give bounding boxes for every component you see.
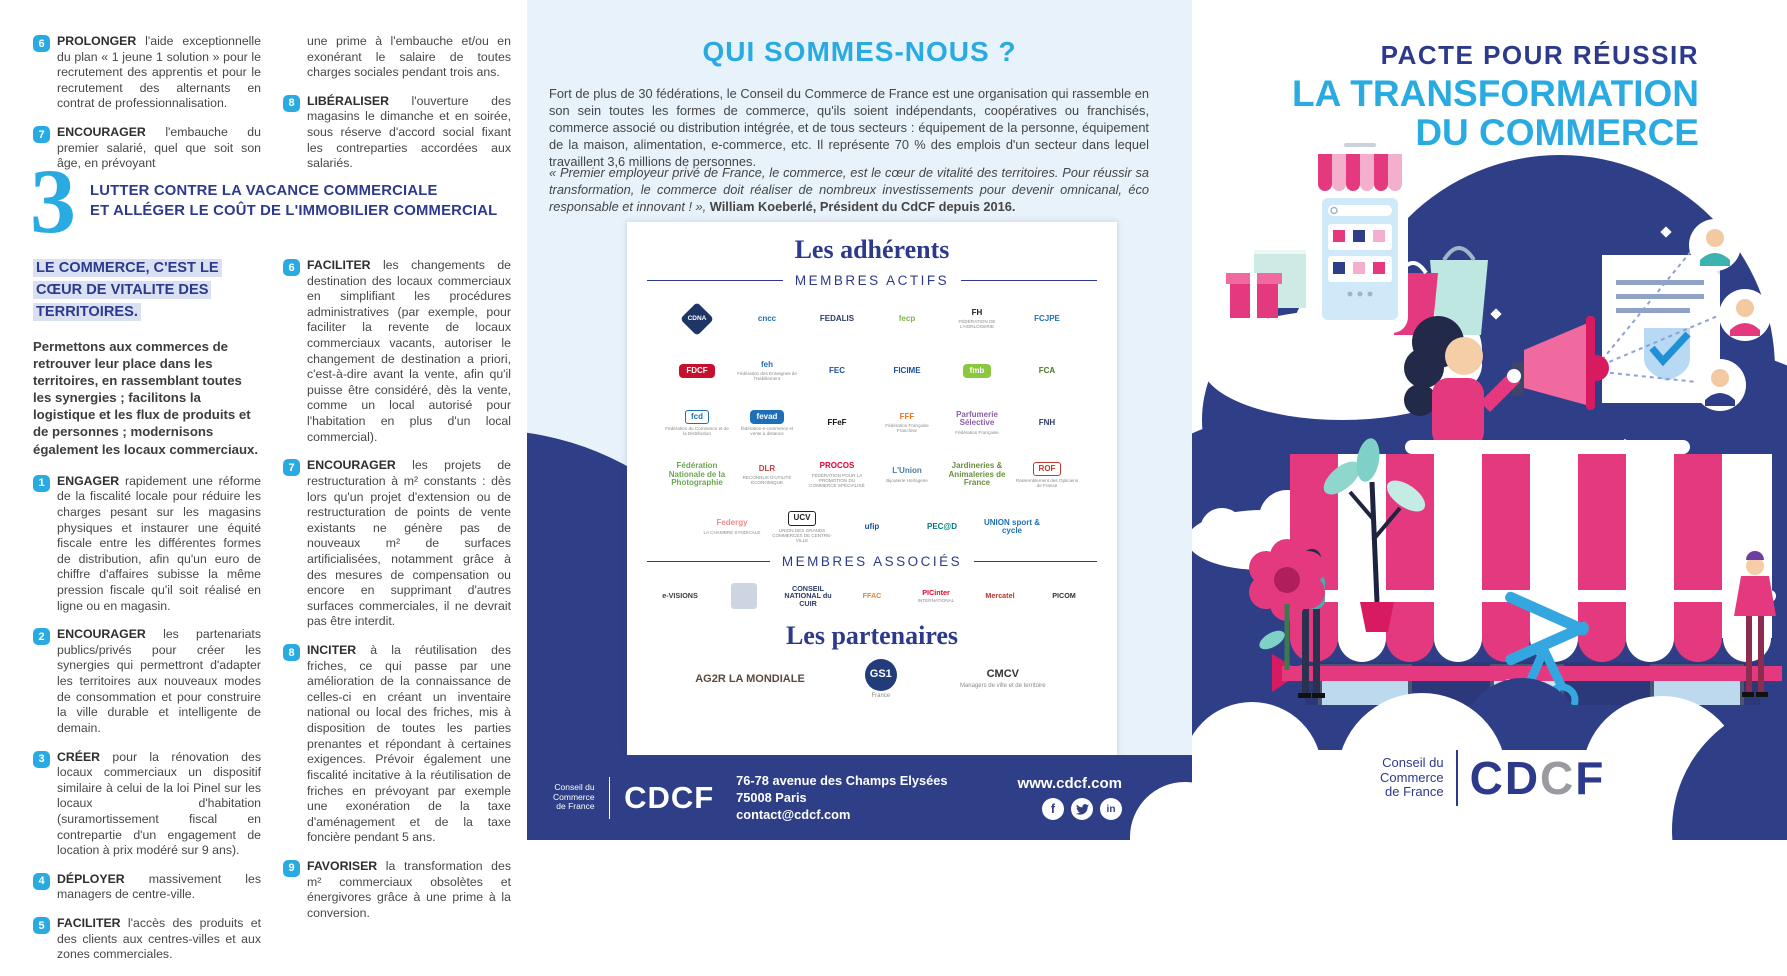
point-text: ENCOURAGER l'embauche du premier salarié, quel que soit son âge, en prévoyant <box>57 125 261 171</box>
divider-line <box>647 561 770 562</box>
point-text: ENCOURAGER les partenariats publics/privés pour créer les synergies qui permettront d'adapter les territoires aux nouveaux modes de consommation et pour construire la ville durable et intelligente de demain. <box>57 627 261 735</box>
numbered-point <box>283 258 511 445</box>
quote-paragraph <box>549 164 1149 215</box>
footer-org-line: Commerce <box>553 791 595 802</box>
footer-org-line: de France <box>556 801 595 812</box>
org-logo-subtitle: fédération e-commerce et vente à distance <box>740 426 794 437</box>
org-logo: GS1 France <box>835 659 927 700</box>
divider-line <box>961 280 1097 281</box>
org-logo: feh Fédération des Enseignes de l'Habillement <box>735 350 799 392</box>
org-logo: Fédération Nationale de la Photographie <box>668 461 726 488</box>
point-number-badge: 6 <box>283 259 300 276</box>
org-logo: e-VISIONS <box>662 591 698 601</box>
section-3-heading <box>30 150 498 252</box>
top-points-col-right <box>283 34 511 185</box>
numbered-point <box>33 34 261 112</box>
cdcf-letter: C <box>1469 752 1505 804</box>
org-logo-subtitle: RECONNUS D'UTILITÉ ÉCONOMIQUE <box>742 475 792 486</box>
org-logo-subtitle: France <box>871 693 891 699</box>
numbered-point <box>283 859 511 921</box>
org-logo: CDNA <box>665 298 729 340</box>
section-title-line2: ET ALLÉGER LE COÛT DE L'IMMOBILIER COMMERCIAL <box>90 202 498 219</box>
point-number-badge: 9 <box>283 860 300 877</box>
logo-org-line: Conseil du <box>1382 755 1444 771</box>
points-list-right <box>283 258 511 921</box>
section-number: 3 <box>30 150 76 252</box>
org-logo: FICIME <box>893 365 921 375</box>
point-number-badge: 3 <box>33 751 50 768</box>
footer-web-block <box>1018 775 1122 820</box>
org-logo: cncc <box>757 313 777 323</box>
footer-band <box>527 755 1192 840</box>
left-panel <box>0 0 527 962</box>
members-card <box>627 222 1117 755</box>
numbered-point <box>33 872 261 903</box>
point-number-badge: 1 <box>33 475 50 492</box>
top-points-columns <box>33 34 511 185</box>
point-text: LIBÉRALISER l'ouverture des magasins le dimanche et en soirée, sous réserve d'accord social fixant les contreparties accordées aux salariés. <box>307 93 511 171</box>
points-list-left <box>33 474 261 963</box>
point-text: CRÉER pour la rénovation des locaux commerciaux un dispositif similaire à celui de la loi Pinel sur les locaux d'habitation (suramortissement fiscal en contrepartie d'un engagement de location à prix modéré sur 9 ans). <box>57 749 261 858</box>
org-logo: FFAC <box>862 591 882 601</box>
footer-org-name <box>553 783 595 812</box>
section-title-line1: LUTTER CONTRE LA VACANCE COMMERCIALE <box>90 182 438 199</box>
numbered-point <box>283 458 511 630</box>
logo-org-line: Commerce <box>1380 769 1444 785</box>
point-number-badge: 4 <box>33 873 50 890</box>
point-text: PROLONGER l'aide exceptionnelle du plan « 1 jeune 1 solution » pour le recrutement des apprentis et pour le recrutement des alternants en contrat de professionnalisation. <box>57 34 261 111</box>
point-text: FACILITER l'accès des produits et des clients aux centres-villes et aux zones commerciales. <box>57 916 261 962</box>
point-number-badge: 6 <box>33 35 50 52</box>
org-logo: FEC <box>829 365 845 375</box>
org-logo-subtitle: FÉDÉRATION DE L'HORLOGERIE <box>958 319 996 330</box>
who-are-we-paragraph: Fort de plus de 30 fédérations, le Conseil du Commerce de France est une organisation qui rassemble en son sein toutes les formes de commerce, qu'ils soient indépendants, coopératives ou franchisés, commerce associé ou distribution intégrée, et de tous secteurs : équipement de la personne, équipement de la maison, alimentation, e-commerce, etc. Il représente 70 % des emplois d'un secteur dans lequel travaillent 3,6 millions de personnes. <box>549 86 1149 170</box>
top-points-right-list <box>283 94 511 172</box>
point-number-badge: 2 <box>33 628 50 645</box>
cover-title-line1: PACTE POUR RÉUSSIR <box>1380 40 1699 70</box>
divider-line <box>974 561 1097 562</box>
cover-title-line2: LA TRANSFORMATION <box>1292 73 1699 114</box>
numbered-point <box>33 916 261 963</box>
org-logo-subtitle: FÉDÉRATION POUR LA PROMOTION DU COMMERCE SPÉCIALISÉ <box>809 472 865 488</box>
numbered-point <box>283 643 511 846</box>
org-logo: FH FÉDÉRATION DE L'HORLOGERIE <box>945 298 1009 340</box>
point-text: INCITER à la réutilisation des friches, ce qui passe par une amélioration de la connaissance de celles-ci en créant un inventaire national ou local des friches, mis à disposition de toutes les parties prenantes et répondant à certaines exigences. Prévoir également une fiscalité incitative à la réutilisation de friches en prévoyant par exemple une exonération de la taxe d'aménagement et de la taxe foncière pendant 5 ans. <box>307 643 511 845</box>
point-text: FAVORISER la transformation des m² commerciaux obsolètes et énergivores grâce à une prime à la conversion. <box>307 858 511 920</box>
org-logo: PROCOS FÉDÉRATION POUR LA PROMOTION DU COMMERCE SPÉCIALISÉ <box>805 454 869 496</box>
associate-members-grid <box>647 579 1097 613</box>
org-logo: Parfumerie Sélective Fédération Française <box>955 410 999 435</box>
numbered-point <box>33 627 261 736</box>
associate-members-divider <box>647 554 1097 569</box>
footer-logo-divider <box>609 777 611 819</box>
active-members-divider <box>647 273 1097 288</box>
cdcf-logo-org-name <box>1380 756 1444 800</box>
point-text: ENGAGER rapidement une réforme de la fiscalité locale pour réduire les charges pesant sur les magasins physiques et instaurer une équité fiscale entre les différentes formes de distribution, afin qu'un euro de chiffre d'affaires subisse la même pression fiscale qu'il soit réalisé en ligne ou en magasin. <box>57 473 261 613</box>
cdcf-letter: F <box>1575 752 1606 804</box>
footer-corner-cut <box>1130 782 1192 840</box>
org-logo: Jardineries & Animaleries de France <box>948 461 1006 488</box>
org-logo: AG2R LA MONDIALE <box>695 672 805 685</box>
point-text: DÉPLOYER massivement les managers de centre-ville. <box>57 871 261 902</box>
footer-cdcf-logo: CDCF <box>624 779 715 815</box>
associate-members-label: MEMBRES ASSOCIÉS <box>781 554 963 569</box>
section-3-col-left <box>33 258 261 976</box>
storefront-illustration <box>1192 110 1787 840</box>
website-link[interactable]: www.cdcf.com <box>1017 775 1122 792</box>
org-logo: fcd Fédération du Commerce et de la Distribution <box>665 411 729 437</box>
org-logo: fecp <box>898 313 916 323</box>
contact-email[interactable]: contact@cdcf.com <box>736 807 851 823</box>
org-logo-subtitle: Rassemblement des Opticiens de France <box>1015 478 1079 489</box>
numbered-point <box>283 94 511 172</box>
point-number-badge: 7 <box>33 126 50 143</box>
org-logo: Mercatel <box>985 591 1015 601</box>
cdcf-letters <box>1470 751 1606 805</box>
social-icons <box>1018 798 1122 820</box>
org-logo: L'Union Bijouterie Horlogerie <box>886 466 928 483</box>
org-logo <box>715 579 773 613</box>
org-logo: CONSEIL NATIONAL du CUIR <box>784 583 832 608</box>
org-logo: CMCV Managers de ville et de territoire <box>959 668 1046 689</box>
org-logo: fevad fédération e-commerce et vente à distance <box>735 402 799 444</box>
org-logo: FNH <box>1038 417 1056 427</box>
org-logo-subtitle: INTERNATIONAL <box>917 598 955 604</box>
org-logo: FCJPE <box>1034 313 1060 323</box>
org-logo: FEDALIS <box>819 313 855 323</box>
org-logo: FDCF <box>665 350 729 392</box>
cdcf-letter: C <box>1540 752 1576 804</box>
divider-line <box>647 280 783 281</box>
lead-highlight-text: LE COMMERCE, C'EST LE CŒUR DE VITALITE DES TERRITOIRES. <box>33 259 222 321</box>
partners-title: Les partenaires <box>785 621 959 650</box>
org-logo: FFF Fédération Française Franchise <box>875 402 939 444</box>
facebook-icon[interactable]: f <box>1042 798 1064 820</box>
org-logo: PICOM <box>1052 591 1076 601</box>
section-title <box>90 182 497 222</box>
point-number-badge: 8 <box>283 644 300 661</box>
right-panel <box>1192 0 1787 840</box>
adherents-title: Les adhérents <box>794 235 950 264</box>
linkedin-icon[interactable]: in <box>1100 798 1122 820</box>
cover-title-line3: DU COMMERCE <box>1415 111 1699 153</box>
lead-highlight <box>33 258 265 324</box>
logo-org-line: de France <box>1385 784 1444 800</box>
org-logo-subtitle: Fédération Française Franchise <box>885 423 929 434</box>
org-logo: PEC@D <box>926 521 958 531</box>
logo-divider <box>1456 750 1458 806</box>
org-logo: ROF Rassemblement des Opticiens de France <box>1015 463 1079 489</box>
org-logo-subtitle: Fédération du Commerce et de la Distribution <box>665 426 729 437</box>
point-number-badge: 8 <box>283 95 300 112</box>
numbered-point <box>33 474 261 614</box>
footer-content <box>527 755 1192 840</box>
org-logo-subtitle: UNION DES GRANDS COMMERCES DE CENTRE-VILLE <box>772 527 832 543</box>
point-text: ENCOURAGER les projets de restructuration à m² constants : dès lors qu'un projet d'extension ou de restructuration de points de vente existants ne génère pas de nouveaux m² de surfaces artificialisées, notamment grâce à des mesures de compensation ou encore en supprimant d'autres surfaces commerciales, il ne devrait pas être interdit. <box>307 458 511 629</box>
org-logo: ufip <box>864 521 880 531</box>
address-street: 76-78 avenue des Champs Elysées <box>736 772 948 788</box>
org-logo-subtitle: LA CHAMBRE SYNDICALE <box>703 529 761 535</box>
partners-row <box>647 659 1097 700</box>
org-logo: FCA <box>1038 365 1056 375</box>
org-logo-subtitle: Bijouterie Horlogerie <box>886 477 928 483</box>
org-logo: UNION sport & cycle <box>984 517 1040 535</box>
org-logo: DLR RECONNUS D'UTILITÉ ÉCONOMIQUE <box>735 454 799 496</box>
twitter-icon[interactable] <box>1071 798 1093 820</box>
address-city: 75008 Paris <box>736 789 807 805</box>
org-logo-subtitle: Fédération des Enseignes de l'Habillement <box>737 371 797 382</box>
active-members-grid <box>647 298 1097 548</box>
org-logo: FFeF <box>827 417 847 427</box>
active-members-label: MEMBRES ACTIFS <box>794 273 950 288</box>
footer-org-line: Conseil du <box>554 781 595 792</box>
middle-panel <box>527 0 1192 840</box>
point-text: FACILITER les changements de destination des locaux commerciaux en simplifiant les procédures administratives (par exemple, pour faciliter la revente de locaux commerciaux vacants, autoriser le changement de destination a priori, c'est-à-dire avant la vente, afin qu'il puisse être considéré, dès la vente, comme un local autorisé pour l'habitation en plus d'un local commercial). <box>307 258 511 444</box>
point-number-badge: 5 <box>33 917 50 934</box>
quote-author: William Koeberlé, Président du CdCF depuis 2016. <box>709 199 1016 215</box>
org-logo: UCV UNION DES GRANDS COMMERCES DE CENTRE-VILLE <box>770 506 834 548</box>
org-logo-subtitle: Managers de ville et de territoire <box>959 682 1046 689</box>
who-are-we-heading: QUI SOMMES-NOUS ? <box>702 36 1017 67</box>
cdcf-logo <box>1380 750 1605 806</box>
org-logo-subtitle: Fédération Française <box>955 429 999 435</box>
org-logo: PICinter INTERNATIONAL <box>917 587 955 604</box>
section-intro: Permettons aux commerces de retrouver leur place dans les territoires, en rassemblant toutes les synergies ; facilitons la logistique et les flux de produits et de personnes ; modernisons également les locaux commerciaux. <box>33 338 259 457</box>
cdcf-letter: D <box>1504 752 1541 804</box>
point-continuation-text: une prime à l'embauche et/ou en exonérant le salaire de toutes charges sociales pendant trois ans. <box>307 34 511 80</box>
org-logo: Federgy LA CHAMBRE SYNDICALE <box>703 518 761 535</box>
footer-address <box>736 772 1003 824</box>
numbered-point <box>33 750 261 859</box>
section-3-columns <box>33 258 511 976</box>
section-3-col-right <box>283 258 511 976</box>
org-logo: fmb <box>945 350 1009 392</box>
quote-text: « Premier employeur privé de France, le commerce, est le cœur de vitalité des territoires. Pour réussir sa transformation, le commerce doit réaliser de nombreux investissements pour devenir omnicanal, éco responsable et innovant ! », <box>549 165 1149 215</box>
point-number-badge: 7 <box>283 459 300 476</box>
